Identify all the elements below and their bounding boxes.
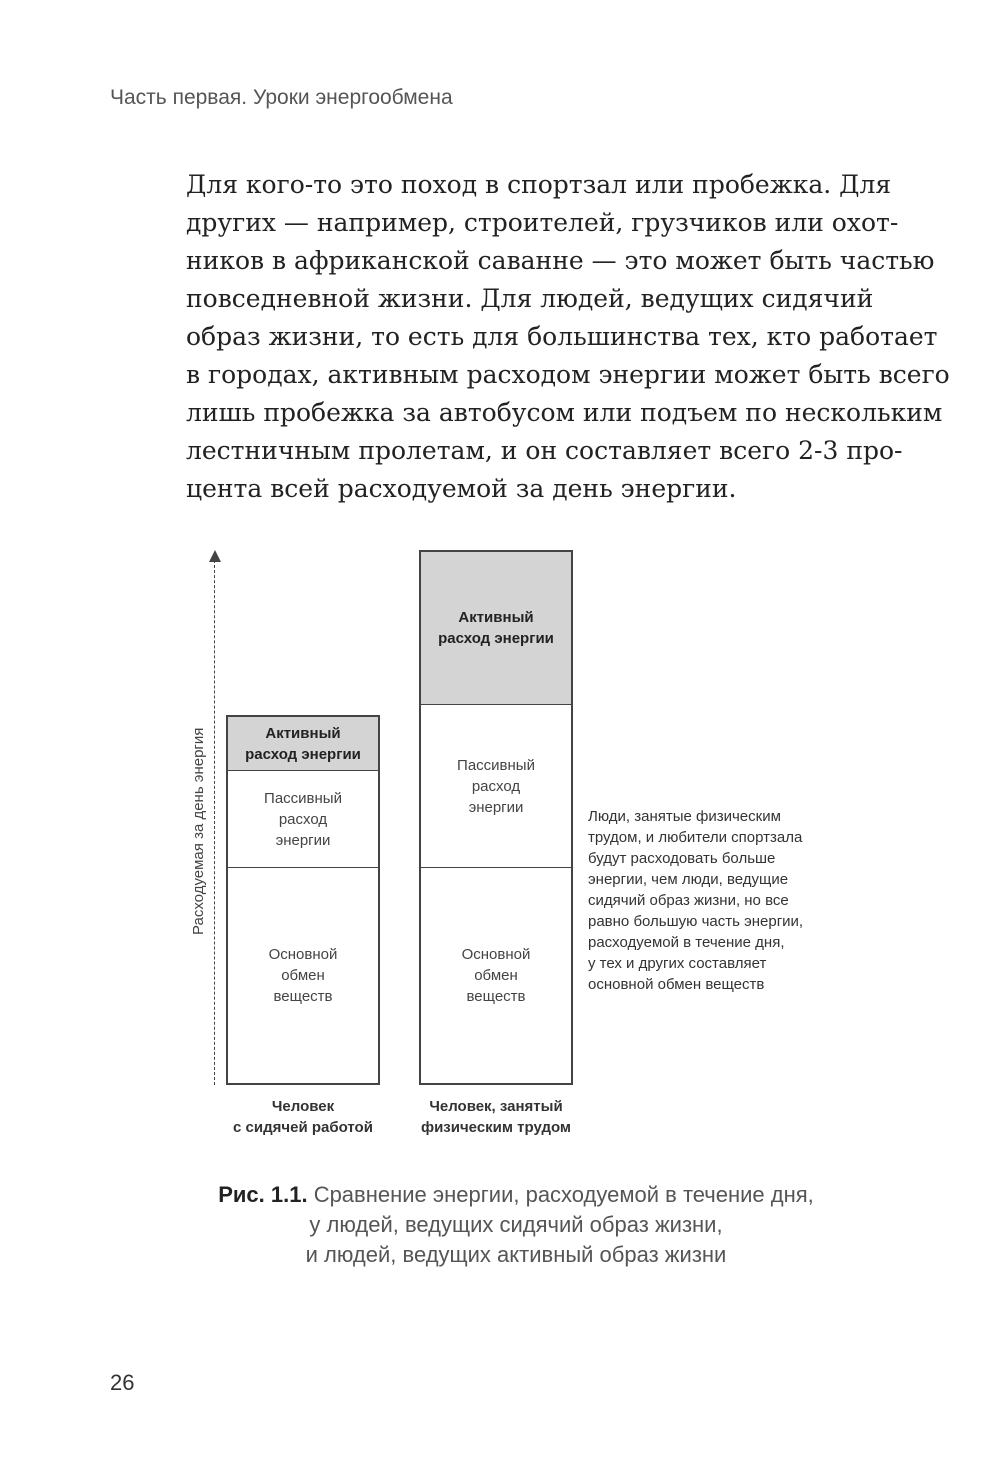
bar-sedentary bbox=[226, 715, 380, 1085]
paragraph-line: других — например, строителей, грузчиков или охот- bbox=[186, 208, 899, 237]
body-paragraph bbox=[186, 166, 950, 508]
note-line: трудом, и любители спортзала bbox=[588, 829, 803, 846]
note-line: сидячий образ жизни, но все bbox=[588, 892, 789, 909]
segment-text: веществ bbox=[466, 988, 526, 1005]
bar-label-physical bbox=[399, 1096, 593, 1138]
note-line: Люди, занятые физическим bbox=[588, 808, 781, 825]
paragraph-line: повседневной жизни. Для людей, ведущих сидячий bbox=[186, 284, 874, 313]
y-axis-line bbox=[214, 555, 215, 1085]
paragraph-line: цента всей расходуемой за день энергии. bbox=[186, 474, 737, 503]
note-line: равно большую часть энергии, bbox=[588, 913, 804, 930]
segment-passive bbox=[421, 704, 571, 867]
paragraph-line: лестничным пролетам, и он составляет всего 2-3 про- bbox=[186, 436, 903, 465]
caption-label: Рис. 1.1. bbox=[218, 1182, 308, 1207]
figure-note bbox=[588, 806, 848, 995]
paragraph-line: Для кого-то это поход в спортзал или пробежка. Для bbox=[186, 170, 892, 199]
segment-basal bbox=[228, 867, 378, 1083]
segment-text: расход bbox=[278, 810, 328, 828]
segment-text: расход bbox=[471, 777, 521, 795]
segment-text: Активный bbox=[458, 609, 534, 626]
segment-text: обмен bbox=[281, 967, 325, 984]
bar-physical bbox=[419, 550, 573, 1085]
caption-line: и людей, ведущих активный образ жизни bbox=[305, 1242, 727, 1267]
segment-text: Основной bbox=[268, 946, 338, 963]
segment-text: веществ bbox=[273, 988, 333, 1005]
segment-text: обмен bbox=[474, 967, 518, 984]
segment-text: расход энергии bbox=[245, 745, 361, 763]
paragraph-line: в городах, активным расходом энергии может быть всего bbox=[186, 360, 950, 389]
note-line: расходуемой в течение дня, bbox=[588, 934, 785, 951]
note-line: основной обмен веществ bbox=[588, 976, 765, 993]
bar-label-line: физическим трудом bbox=[420, 1119, 572, 1136]
segment-text: энергии bbox=[275, 831, 331, 849]
paragraph-line: образ жизни, то есть для большинства тех, кто работает bbox=[186, 322, 938, 351]
segment-text: расход энергии bbox=[438, 630, 554, 647]
y-axis-arrow-icon bbox=[209, 550, 221, 562]
segment-text: Пассивный bbox=[264, 789, 342, 807]
running-header: Часть первая. Уроки энергообмена bbox=[110, 86, 453, 109]
note-line: будут расходовать больше bbox=[588, 850, 776, 867]
segment-text: энергии bbox=[468, 798, 524, 816]
bar-label-line: Человек, занятый bbox=[429, 1098, 563, 1115]
bar-label-line: с сидячей работой bbox=[233, 1119, 373, 1136]
segment-text: Активный bbox=[265, 724, 341, 742]
y-axis-label: Расходуемая за день энергия bbox=[190, 727, 207, 935]
segment-text: Основной bbox=[461, 946, 531, 963]
caption-line: у людей, ведущих сидячий образ жизни, bbox=[309, 1212, 723, 1237]
segment-active bbox=[421, 552, 571, 704]
bar-label-sedentary bbox=[206, 1096, 400, 1138]
segment-basal bbox=[421, 867, 571, 1083]
paragraph-line: лишь пробежка за автобусом или подъем по нескольким bbox=[186, 398, 943, 427]
segment-text: Пассивный bbox=[457, 756, 535, 774]
segment-active bbox=[228, 717, 378, 770]
figure-caption bbox=[186, 1180, 846, 1270]
bar-label-line: Человек bbox=[271, 1098, 335, 1115]
segment-passive bbox=[228, 770, 378, 867]
note-line: у тех и других составляет bbox=[588, 955, 767, 972]
note-line: энергии, чем люди, ведущие bbox=[588, 871, 789, 888]
caption-line: Сравнение энергии, расходуемой в течение дня, bbox=[313, 1182, 814, 1207]
paragraph-line: ников в африканской саванне — это может быть частью bbox=[186, 246, 935, 275]
page-number: 26 bbox=[110, 1370, 135, 1395]
